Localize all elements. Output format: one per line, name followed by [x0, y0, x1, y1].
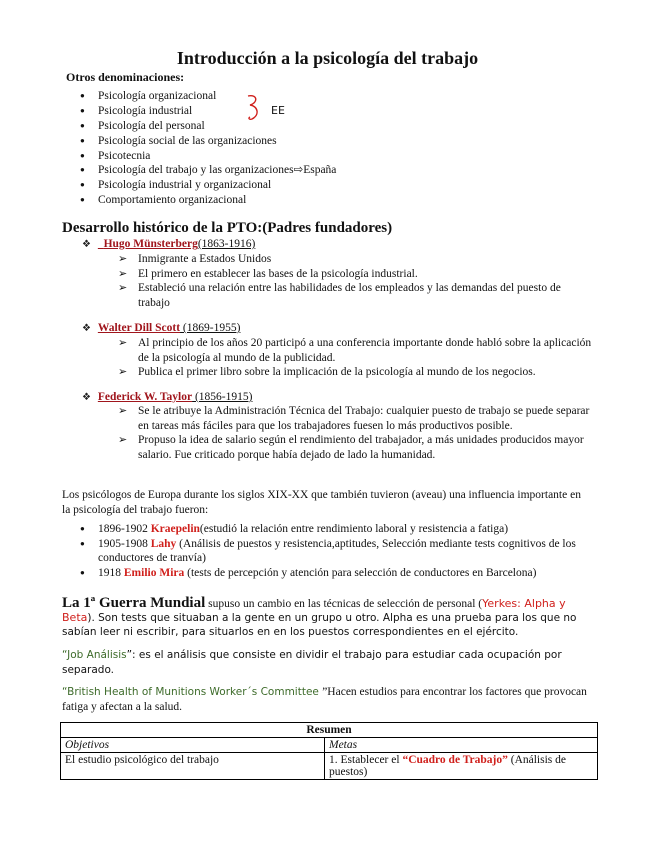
- page-title: Introducción a la psicología del trabajo: [176, 48, 479, 68]
- otros-list: [80, 89, 336, 208]
- list-item: ➢ Al principio de los años 20 participó a una conferencia importante donde habló sobre la aplicación de la psicología al mundo de la publicidad.: [118, 336, 598, 365]
- table-row: [61, 753, 598, 780]
- table-cell: 1. Establecer el “Cuadro de Trabajo” (Análisis de puestos): [325, 753, 598, 780]
- list-item: ➢ Estableció una relación entre las habilidades de los empleados y las demandas del puesto de trabajo: [118, 281, 593, 310]
- column-header: Metas: [325, 738, 598, 753]
- handwritten-annotation: EE: [271, 104, 285, 117]
- list-item: ➢ El primero en establecer las bases de la psicología industrial.: [118, 267, 593, 282]
- list-item: ● 1905-1908 Lahy (Análisis de puestos y resistencia,aptitudes, Selección mediante tests cognitivos de los conductores de tranvía): [80, 537, 600, 566]
- guerra-paragraph: La 1ª Guerra Mundial supuso un cambio en las técnicas de selección de personal (Yerkes: Alpha y Beta). Son tests que situaban a la gente en un grupo u otro. Alpha es una prueba para los que no sabían leer ni escribir, para situarlos en en los puestos correspondientes en el ejército.: [62, 595, 577, 638]
- resumen-table: [60, 722, 598, 780]
- handwritten-bracket-icon: [244, 93, 264, 123]
- founder-3: ❖ Federick W. Taylor (1856-1915): [82, 391, 253, 403]
- job-analisis-paragraph: “Job Análisis”: es el análisis que consiste en dividir el trabajo para estudiar cada ocupación por separado.: [62, 649, 562, 676]
- europa-list: [80, 522, 600, 581]
- list-item: ● 1896-1902 Kraepelin(estudió la relación entre rendimiento laboral y resistencia a fatiga): [80, 522, 600, 537]
- list-item: ● Psicología industrial: [80, 104, 336, 119]
- list-item: ● Psicología social de las organizaciones: [80, 134, 336, 149]
- british-paragraph: “British Health of Munitions Worker´s Committee ”Hacen estudios para encontrar los factores que provocan fatiga y afectan a la salud.: [62, 686, 587, 713]
- otros-heading: Otros denominaciones:: [66, 70, 185, 84]
- section-heading-desarrollo: Desarrollo histórico de la PTO:(Padres fundadores): [62, 220, 393, 236]
- table-title: Resumen: [61, 723, 598, 738]
- founder-3-points: [118, 404, 593, 462]
- list-item: ● Psicotecnia: [80, 149, 336, 164]
- list-item: ● Psicología del trabajo y las organizaciones⇨España: [80, 163, 336, 178]
- founder-1: ❖ Hugo Münsterberg(1863-1916): [82, 238, 256, 250]
- column-header: Objetivos: [61, 738, 325, 753]
- diamond-bullet-icon: ❖: [82, 239, 91, 250]
- guerra-heading: La 1ª Guerra Mundial: [62, 595, 206, 611]
- europa-intro: Los psicólogos de Europa durante los siglos XIX-XX que también tuvieron (aveau) una influencia importante en la psicología del trabajo fueron:: [62, 489, 581, 516]
- list-item: ● Psicología organizacional: [80, 89, 336, 104]
- founder-1-points: [118, 252, 593, 310]
- diamond-bullet-icon: ❖: [82, 392, 91, 403]
- list-item: ➢ Inmigrante a Estados Unidos: [118, 252, 593, 267]
- list-item: ➢ Publica el primer libro sobre la implicación de la psicología al mundo de los negocios.: [118, 365, 598, 380]
- list-item: ● Psicología industrial y organizacional: [80, 178, 336, 193]
- list-item: ➢ Propuso la idea de salario según el rendimiento del trabajador, a más unidades producidos mayor salario. Fue criticado porque había dejado de lado la humanidad.: [118, 433, 593, 462]
- table-cell: El estudio psicológico del trabajo: [61, 753, 325, 780]
- founder-2-points: [118, 336, 598, 380]
- list-item: ● 1918 Emilio Mira (tests de percepción y atención para selección de conductores en Barcelona): [80, 566, 600, 581]
- arrow-right-icon: ⇨: [293, 164, 304, 177]
- founder-2: ❖ Walter Dill Scott (1869-1955): [82, 322, 241, 334]
- diamond-bullet-icon: ❖: [82, 323, 91, 334]
- list-item: ● Psicología del personal: [80, 119, 336, 134]
- list-item: ● Comportamiento organizacional: [80, 193, 336, 208]
- list-item: ➢ Se le atribuye la Administración Técnica del Trabajo: cualquier puesto de trabajo se puede separar en tareas más fáciles para que los trabajadores fuesen lo más productivos posible.: [118, 404, 593, 433]
